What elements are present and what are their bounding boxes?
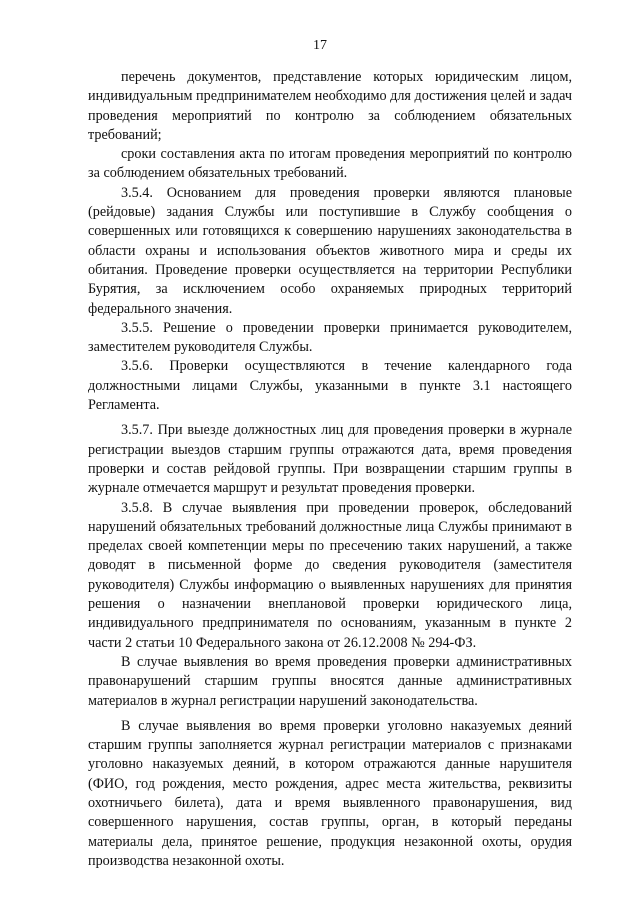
paragraph-documents-list: перечень документов, представление которых юридическим лицом, индивидуальным предпринимателем необходимо для достижения целей и задач проведения мероприятий по контролю за соблюдением обязательных требований;	[88, 69, 572, 143]
paragraph-act-deadlines: сроки составления акта по итогам проведения мероприятий по контролю за соблюдением обязательных требований.	[88, 146, 572, 182]
paragraph-3-5-8: 3.5.8. В случае выявления при проведении проверок, обследований нарушений обязательных требований должностные лица Службы принимают в пределах своей компетенции меры по пресечению таких нарушений, а также доводят в письменной форме до сведения руководителя (заместителя руководителя) Службы информацию о выявленных нарушениях для принятия решения о назначении внеплановой проверки юридического лица, индивидуального предпринимателя по основаниям, указанным в пункте 2 части 2 статьи 10 Федерального закона от 26.12.2008 № 294-ФЗ.	[88, 499, 572, 651]
page-number: 17	[313, 38, 327, 53]
paragraph-criminal-acts: В случае выявления во время проверки уголовно наказуемых деяний старшим группы заполняется журнал регистрации материалов с признаками уголовно наказуемых деяний, в котором отражаются данные нарушителя (ФИО, год рождения, место рождения, адрес места жительства, реквизиты охотничьего билета), дата и время выявленного правонарушения, вид совершенного нарушения, состав группы, орган, в который переданы материалы дела, принятое решение, продукция незаконной охоты, орудия производства незаконной охоты.	[88, 717, 572, 869]
paragraph-3-5-4: 3.5.4. Основанием для проведения проверки являются плановые (рейдовые) задания Службы или поступившие в Службу сообщения о совершенных или готовящихся к совершению нарушениях законодательства в области охраны и использования объектов животного мира и среды их обитания. Проведение проверки осуществляется на территории Республики Бурятия, за исключением особо охраняемых природных территорий федерального значения.	[88, 184, 572, 317]
paragraph-3-5-7: 3.5.7. При выезде должностных лиц для проведения проверки в журнале регистрации выездов старшим группы отражаются дата, время проведения проверки и состав рейдовой группы. При возвращении старшим группы в журнале отмечается маршрут и результат проведения проверки.	[88, 422, 572, 497]
paragraph-administrative-violations: В случае выявления во время проведения проверки административных правонарушений старшим группы вносятся данные административных материалов в журнал регистрации нарушений законодательства.	[88, 653, 572, 709]
document-body	[88, 68, 572, 871]
paragraph-3-5-5: 3.5.5. Решение о проведении проверки принимается руководителем, заместителем руководителя Службы.	[88, 319, 572, 356]
paragraph-3-5-6: 3.5.6. Проверки осуществляются в течение календарного года должностными лицами Службы, указанными в пункте 3.1 настоящего Регламента.	[88, 358, 572, 414]
